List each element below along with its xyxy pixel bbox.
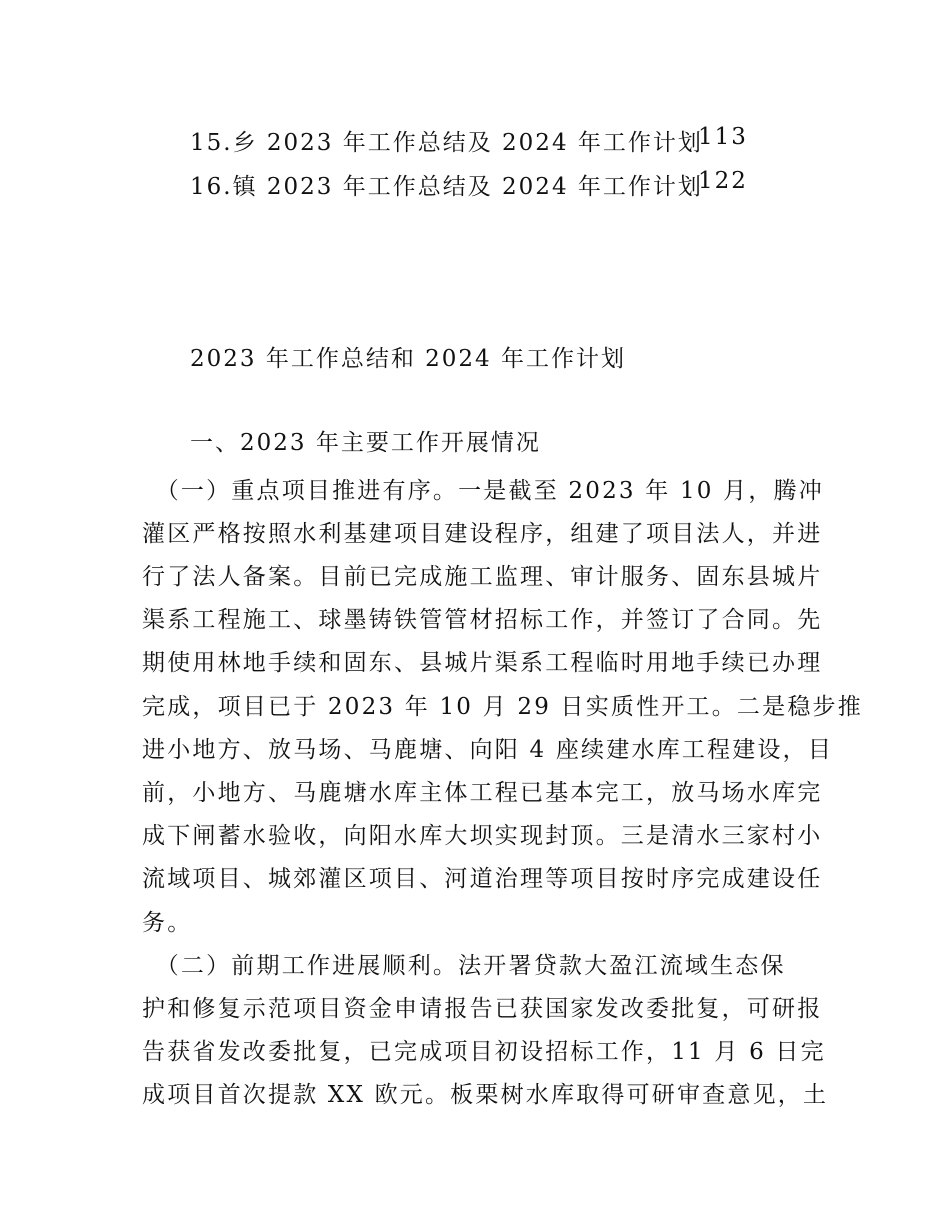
paragraph-line: 行了法人备案。目前已完成施工监理、审计服务、固东县城片 [142, 564, 823, 590]
paragraph-line: 期使用林地手续和固东、县城片渠系工程临时用地手续已办理 [142, 650, 823, 676]
document-title: 2023 年工作总结和 2024 年工作计划 [190, 346, 626, 372]
paragraph-line: 完成，项目已于 2023 年 10 月 29 日实质性开工。二是稳步推 [142, 694, 863, 720]
paragraph-line: 渠系工程施工、球墨铸铁管管材招标工作，并签订了合同。先 [142, 607, 823, 633]
toc-entry-text: 15.乡 2023 年工作总结及 2024 年工作计划 [190, 130, 703, 156]
paragraph-line: 流域项目、城郊灌区项目、河道治理等项目按时序完成建设任 [142, 866, 823, 892]
toc-entry-text: 16.镇 2023 年工作总结及 2024 年工作计划 [190, 174, 703, 200]
paragraph-line: 灌区严格按照水利基建项目建设程序，组建了项目法人，并进 [142, 521, 823, 547]
toc-page-number: 122 [698, 168, 748, 194]
section-heading: 一、2023 年主要工作开展情况 [190, 430, 541, 456]
paragraph-line: 成下闸蓄水验收，向阳水库大坝实现封顶。三是清水三家村小 [142, 823, 823, 849]
paragraph-line: 护和修复示范项目资金申请报告已获国家发改委批复，可研报 [142, 996, 823, 1022]
toc-page-number: 113 [698, 124, 748, 150]
paragraph-line: （一）重点项目推进有序。一是截至 2023 年 10 月，腾冲 [142, 478, 824, 504]
paragraph-line: 告获省发改委批复，已完成项目初设招标工作，11 月 6 日完 [142, 1039, 826, 1065]
paragraph-line: （二）前期工作进展顺利。法开署贷款大盈江流域生态保 [142, 953, 786, 979]
paragraph-line: 进小地方、放马场、马鹿塘、向阳 4 座续建水库工程建设，目 [142, 737, 834, 763]
paragraph-line: 务。 [142, 910, 193, 936]
paragraph-line: 成项目首次提款 XX 欧元。板栗树水库取得可研审查意见，土 [142, 1082, 829, 1108]
paragraph-line: 前，小地方、马鹿塘水库主体工程已基本完工，放马场水库完 [142, 780, 823, 806]
